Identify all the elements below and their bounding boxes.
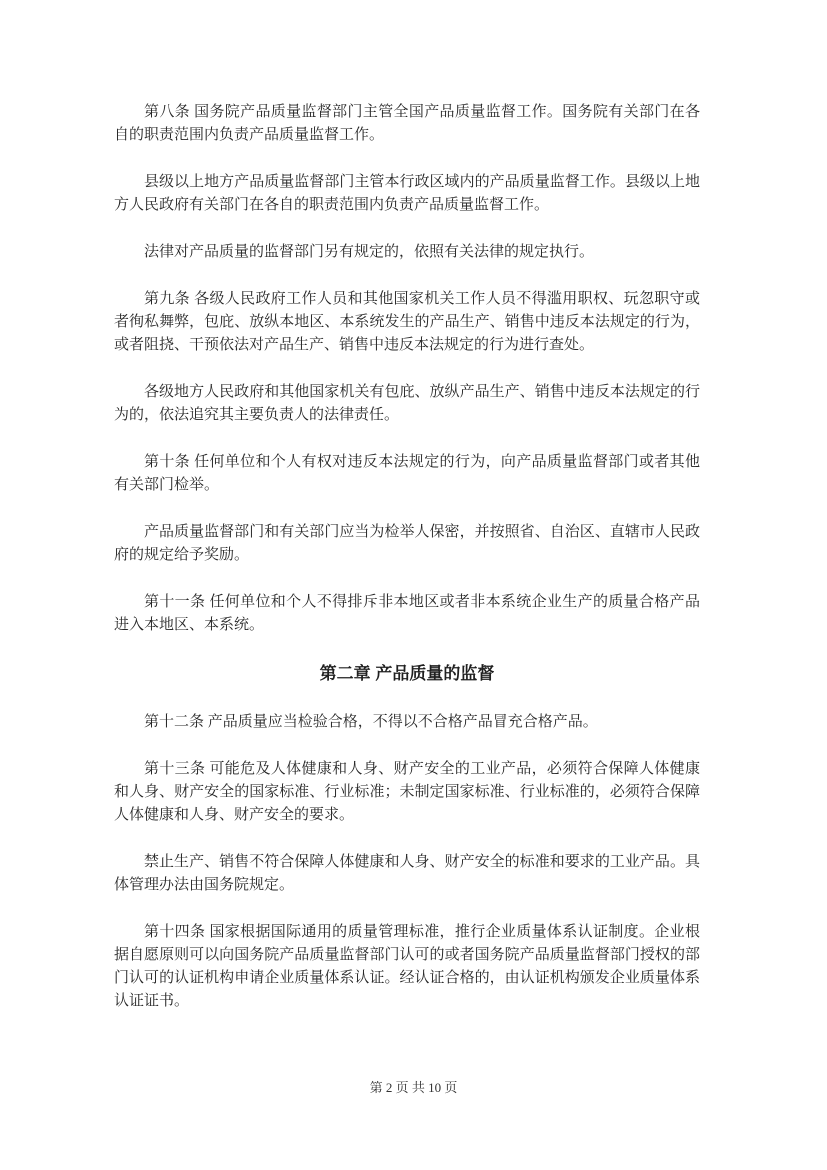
article-12-paragraph: 第十二条 产品质量应当检验合格，不得以不合格产品冒充合格产品。 <box>144 714 598 730</box>
article-8-paragraph-3: 法律对产品质量的监督部门另有规定的，依照有关法律的规定执行。 <box>144 244 595 260</box>
article-14-paragraph: 第十四条 国家根据国际通用的质量管理标准，推行企业质量体系认证制度。企业根据自愿原则可以向国务院产品质量监督部门认可的或者国务院产品质量监督部门授权的部门认可的认证机构申请企业质量体系认证。经认证合格的，由认证机构颁发企业质量体系认证证书。 <box>114 924 700 1009</box>
article-9-paragraph-2: 各级地方人民政府和其他国家机关有包庇、放纵产品生产、销售中违反本法规定的行为的，依法追究其主要负责人的法律责任。 <box>114 384 700 423</box>
article-10-paragraph-2: 产品质量监督部门和有关部门应当为检举人保密，并按照省、自治区、直辖市人民政府的规定给予奖励。 <box>114 524 700 563</box>
article-10-paragraph-1: 第十条 任何单位和个人有权对违反本法规定的行为，向产品质量监督部门或者其他有关部门检举。 <box>114 454 700 493</box>
document-body <box>114 101 700 1037</box>
article-13-paragraph-1: 第十三条 可能危及人体健康和人身、财产安全的工业产品，必须符合保障人体健康和人身、财产安全的国家标准、行业标准；未制定国家标准、行业标准的，必须符合保障人体健康和人身、财产安全的要求。 <box>114 761 700 823</box>
article-8-paragraph-1: 第八条 国务院产品质量监督部门主管全国产品质量监督工作。国务院有关部门在各自的职责范围内负责产品质量监督工作。 <box>114 104 700 143</box>
page-number-footer: 第 2 页 共 10 页 <box>369 1080 458 1095</box>
article-9-paragraph-1: 第九条 各级人民政府工作人员和其他国家机关工作人员不得滥用职权、玩忽职守或者徇私舞弊，包庇、放纵本地区、本系统发生的产品生产、销售中违反本法规定的行为，或者阻挠、干预依法对产品生产、销售中违反本法规定的行为进行查处。 <box>114 291 700 353</box>
article-8-paragraph-2: 县级以上地方产品质量监督部门主管本行政区域内的产品质量监督工作。县级以上地方人民政府有关部门在各自的职责范围内负责产品质量监督工作。 <box>114 174 700 213</box>
chapter-2-heading: 第二章 产品质量的监督 <box>319 664 495 683</box>
article-11-paragraph: 第十一条 任何单位和个人不得排斥非本地区或者非本系统企业生产的质量合格产品进入本地区、本系统。 <box>114 594 700 633</box>
article-13-paragraph-2: 禁止生产、销售不符合保障人体健康和人身、财产安全的标准和要求的工业产品。具体管理办法由国务院规定。 <box>114 854 700 893</box>
